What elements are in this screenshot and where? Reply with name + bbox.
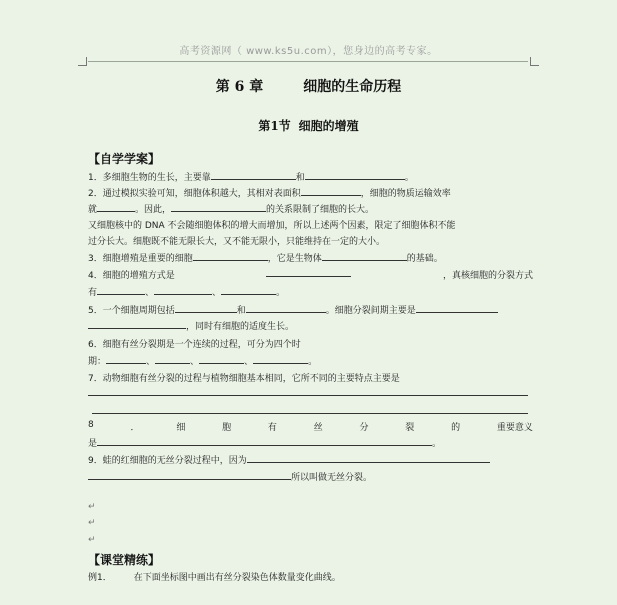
answer-blank [97,203,135,212]
question-2-line-2: 就 。因此， 的关系限制了细胞的长大。 [88,205,375,215]
section-title [0,117,617,134]
answer-blank [199,355,244,364]
question-8-line-2: 是 。 [88,439,442,449]
answer-blank [416,304,498,313]
question-9-line-2: 所以叫做无丝分裂。 [88,470,533,483]
self-study-heading: 【自学学案】 [88,152,161,166]
question-2-line-4: 过分长大。细胞既不能无限长大，又不能无限小，只能维持在一定的大小。 [88,237,386,247]
margin-corner-right [530,57,539,66]
section-number: 第1节 [258,119,291,133]
answer-blank [305,171,405,180]
answer-blank [246,304,326,313]
paragraph-mark: ↵ [88,535,96,545]
answer-blank [155,355,190,364]
chapter-number: 第 6 章 [215,79,264,95]
section-name: 细胞的增殖 [298,119,359,133]
answer-line [92,413,528,414]
question-6-line-1: 6．细胞有丝分裂期是一个连续的过程，可分为四个时 [88,340,301,350]
answer-blank [88,471,291,480]
question-4-line-1: 4．细胞的增殖方式是 ，真核细胞的分裂方式 [88,268,533,281]
practice-heading: 【课堂精练】 [88,553,161,567]
answer-blank [97,286,145,295]
answer-blank [88,320,186,329]
question-6-line-2: 期： 、 、 、 。 [88,357,318,367]
header-rule [88,61,528,62]
question-7: 7．动物细胞有丝分裂的过程与植物细胞基本相同，它所不同的主要特点主要是 [88,374,400,384]
chapter-title [0,76,617,96]
answer-blank [154,286,212,295]
paragraph-mark: ↵ [88,518,96,528]
answer-blank [253,355,308,364]
answer-blank [97,437,432,446]
answer-blank [266,268,351,277]
example-1: 例1． 在下面坐标图中画出有丝分裂染色体数量变化曲线。 [88,573,341,583]
question-8-line-1: 8 ． 细 胞 有 丝 分 裂 的 重要意义 [88,420,533,433]
paragraph-mark: ↵ [88,502,96,512]
answer-blank [221,286,276,295]
answer-blank [322,252,407,261]
question-9-line-1: 9．蛙的红细胞的无丝分裂过程中，因为 [88,453,533,466]
question-3: 3．细胞增殖是重要的细胞 ，它是生物体 的基础。 [88,254,443,264]
question-4-line-2: 有 、 、 。 [88,288,286,298]
answer-blank [301,187,361,196]
answer-blank [175,304,237,313]
page-header: 高考资源网（ www.ks5u.com），您身边的高考专家。 [179,46,438,57]
question-5-line-1: 5．一个细胞周期包括 和 。细胞分裂间期主要是 [88,303,533,316]
chapter-name: 细胞的生命历程 [303,79,402,95]
answer-blank [211,171,296,180]
answer-blank [171,203,266,212]
question-1: 1．多细胞生物的生长，主要靠 和 。 [88,173,414,183]
answer-line [88,395,528,396]
answer-blank [193,252,268,261]
question-2-line-1: 2．通过模拟实验可知，细胞体积越大，其相对表面积 ，细胞的物质运输效率 [88,189,451,199]
question-2-line-3: 又细胞核中的 DNA 不会随细胞体积的增大而增加，所以上述两个因素，限定了细胞体积不能 [88,221,456,231]
question-5-line-2: ，同时有细胞的适度生长。 [88,319,533,332]
answer-blank [247,454,490,463]
margin-corner-left [78,57,87,66]
answer-blank [106,355,146,364]
